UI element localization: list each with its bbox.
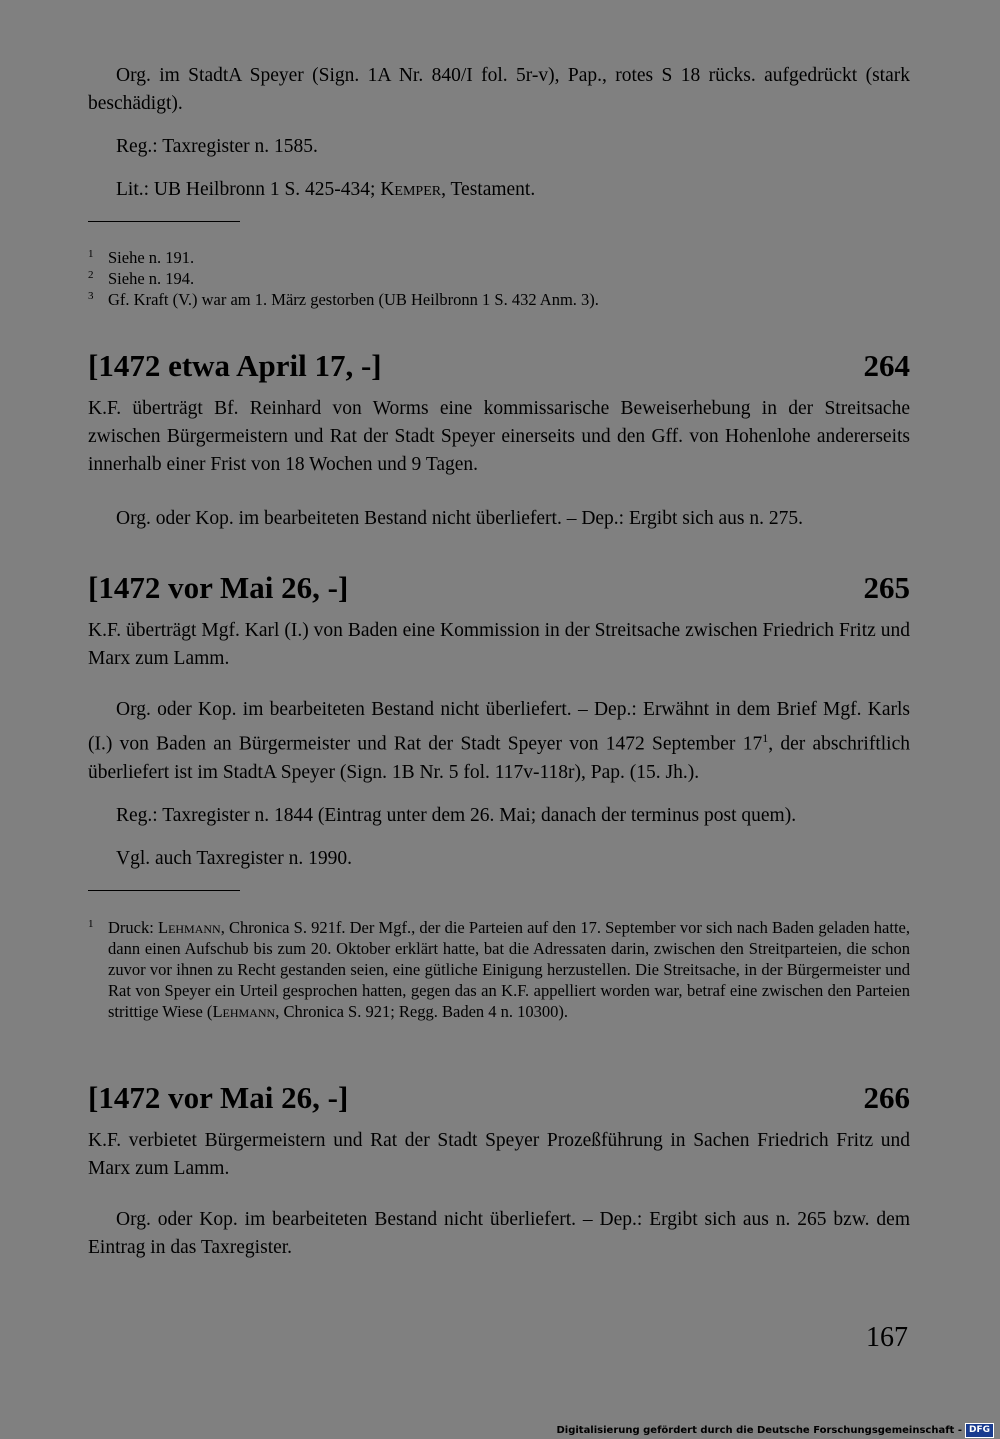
entry-date: [1472 vor Mai 26, -] <box>88 1080 349 1115</box>
footnote-marker: 1 <box>762 731 769 745</box>
footnote-text: Siehe n. 194. <box>108 269 195 288</box>
footnote-number: 1 <box>88 248 94 260</box>
entry-number: 264 <box>863 348 910 383</box>
footnote-text: Siehe n. 191. <box>108 248 195 267</box>
entry-date: [1472 etwa April 17, -] <box>88 348 382 383</box>
credit-text: Digitalisierung gefördert durch die Deutsche Forschungsgemeinschaft - <box>556 1425 962 1436</box>
dfg-logo: DFG <box>965 1423 994 1438</box>
footnote-text <box>108 917 910 1022</box>
literature-suffix: , Testament. <box>441 179 536 200</box>
entry-date: [1472 vor Mai 26, -] <box>88 570 349 605</box>
literature-prefix: Lit.: UB Heilbronn 1 S. 425-434; <box>116 179 381 200</box>
compare-note: Vgl. auch Taxregister n. 1990. <box>116 847 353 869</box>
footnote-author: Lehmann <box>212 1002 276 1021</box>
entry-number: 266 <box>863 1080 910 1115</box>
footnote-number: 3 <box>88 290 94 302</box>
original-note-text: , der abschriftlich überliefert ist im StadtA Speyer (Sign. 1B Nr. 5 fol. 117v-118r), Pap. (15. Jh.). <box>88 733 910 783</box>
footnote <box>88 917 910 1022</box>
regest-note: Reg.: Taxregister n. 1585. <box>116 136 318 157</box>
footnote-number: 1 <box>88 918 94 930</box>
original-note: Org. oder Kop. im bearbeiteten Bestand nicht überliefert. – Dep.: Ergibt sich aus n. 275. <box>116 508 804 529</box>
footnote-author: Lehmann <box>157 918 221 937</box>
entry-body <box>88 1127 910 1262</box>
footnote <box>88 247 910 268</box>
footnote-number: 2 <box>88 269 94 281</box>
entry-heading <box>88 348 910 384</box>
entry-summary: K.F. verbietet Bürgermeistern und Rat der Stadt Speyer Prozeßführung in Sachen Friedrich Fritz und Marx zum Lamm. <box>88 1130 910 1179</box>
page-number: 167 <box>866 1322 908 1353</box>
entry-summary: K.F. überträgt Bf. Reinhard von Worms eine kommissarische Beweiserhebung in der Streitsache zwischen Bürgermeistern und Rat der Stadt Speyer einerseits und den Gff. von Hohenlohe andererseits innerhalb einer Frist von 18 Wochen und 9 Tagen. <box>88 398 910 475</box>
previous-entry-notes <box>88 62 910 204</box>
footnote-rule <box>88 221 240 222</box>
footnote-text: Gf. Kraft (V.) war am 1. März gestorben (UB Heilbronn 1 S. 432 Anm. 3). <box>108 290 599 309</box>
footnote-rule <box>88 890 240 891</box>
footnotes-block <box>88 247 910 310</box>
original-note <box>88 696 910 787</box>
entry-number: 265 <box>863 570 910 605</box>
footnote <box>88 289 910 310</box>
original-note-text: Org. oder Kop. im bearbeiteten Bestand nicht überliefert. – Dep.: Erwähnt in dem Brief Mgf. Karls (I.) von Baden an Bürgermeister und Rat der Stadt Speyer von 1472 September 17 <box>88 699 910 755</box>
entry-heading <box>88 1080 910 1116</box>
footnote <box>88 268 910 289</box>
original-note: Org. im StadtA Speyer (Sign. 1A Nr. 840/I fol. 5r-v), Pap., rotes S 18 rücks. aufgedrückt (stark beschädigt). <box>88 65 910 114</box>
entry-heading <box>88 570 910 606</box>
regest-note: Reg.: Taxregister n. 1844 (Eintrag unter dem 26. Mai; danach der terminus post quem). <box>116 804 797 826</box>
entry-summary: K.F. überträgt Mgf. Karl (I.) von Baden eine Kommission in der Streitsache zwischen Friedrich Fritz und Marx zum Lamm. <box>88 620 910 669</box>
entry-body <box>88 395 910 533</box>
digitization-credit <box>556 1423 994 1438</box>
literature-note <box>88 176 910 204</box>
footnotes-block <box>88 917 910 1022</box>
literature-author: Kemper <box>380 179 442 200</box>
original-note: Org. oder Kop. im bearbeiteten Bestand nicht überliefert. – Dep.: Ergibt sich aus n. 265 bzw. dem Eintrag in das Taxregister. <box>88 1209 910 1258</box>
footnote-text-part: , Chronica S. 921; Regg. Baden 4 n. 10300). <box>275 1002 569 1021</box>
entry-body <box>88 617 910 873</box>
footnote-text-part: , Chronica S. 921f. Der Mgf., der die Parteien auf den 17. September vor sich nach Baden geladen hatte, dann einen Aufschub bis zum 20. Oktober erklärt hatte, bat die Adressaten darin, zwischen den Streitparteien, die schon zuvor vor ihnen zu Recht gestanden seien, eine gütliche Einigung herzustellen. Die Streitsache, in der Bürgermeister und Rat von Speyer ein Urteil gesprochen hatten, gegen das an K.F. appelliert worden war, betraf eine zwischen den Parteien strittige Wiese ( <box>108 918 910 1021</box>
footnote-text-part: Druck: <box>108 918 158 937</box>
